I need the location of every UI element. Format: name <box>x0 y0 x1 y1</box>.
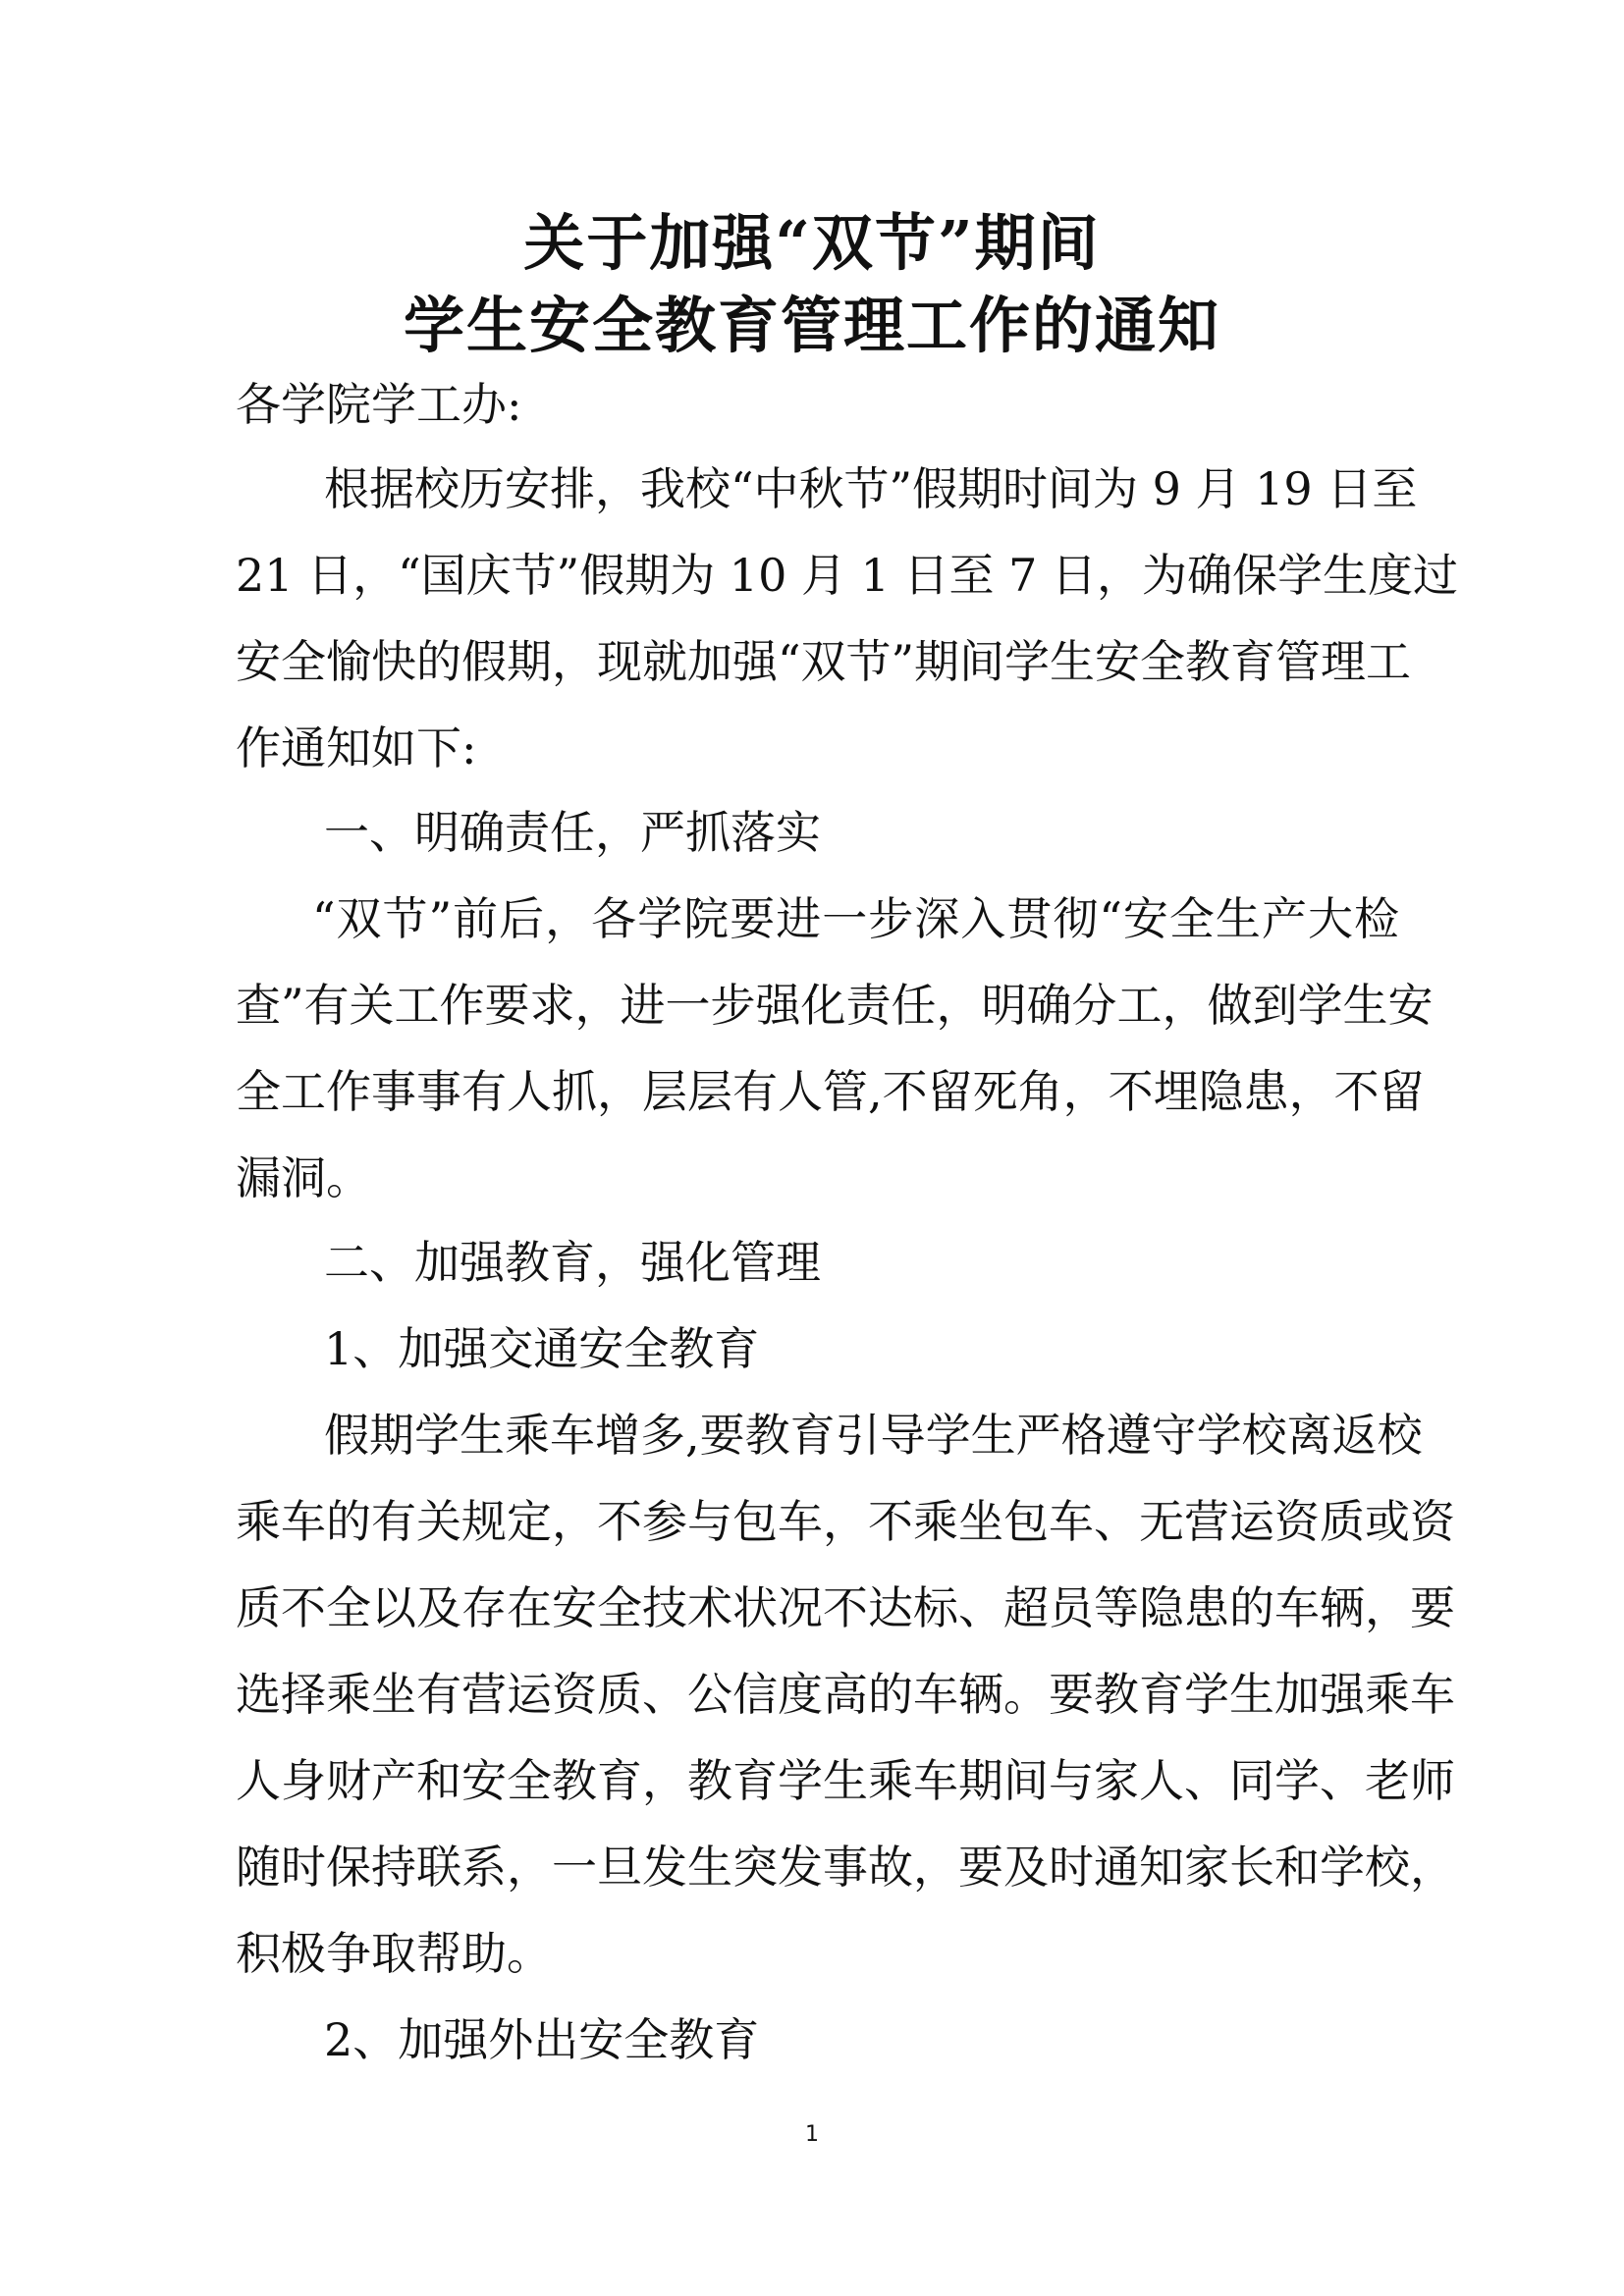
paragraph-line: 21 日，“国庆节”假期为 10 月 1 日至 7 日，为确保学生度过 <box>236 549 1458 602</box>
paragraph-line: 积极争取帮助。 <box>236 1927 552 1980</box>
paragraph-line: 根据校历安排，我校“中秋节”假期时间为 9 月 19 日至 <box>324 462 1418 515</box>
paragraph-line: 选择乘坐有营运资质、公信度高的车辆。要教育学生加强乘车 <box>236 1668 1455 1721</box>
section-heading-2: 二、加强教育，强化管理 <box>324 1236 821 1289</box>
paragraph-line: 人身财产和安全教育，教育学生乘车期间与家人、同学、老师 <box>236 1754 1455 1807</box>
paragraph-line: 查”有关工作要求，进一步强化责任，明确分工，做到学生安 <box>236 979 1434 1032</box>
document-title-line-2: 学生安全教育管理工作的通知 <box>403 290 1220 361</box>
paragraph-line: 漏洞。 <box>236 1151 371 1204</box>
paragraph-line: “双节”前后，各学院要进一步深入贯彻“安全生产大检 <box>312 892 1399 945</box>
paragraph-line: 安全愉快的假期，现就加强“双节”期间学生安全教育管理工 <box>236 635 1412 688</box>
paragraph-line: 乘车的有关规定，不参与包车，不乘坐包车、无营运资质或资 <box>236 1495 1455 1548</box>
subsection-heading-1: 1、加强交通安全教育 <box>324 1322 760 1375</box>
paragraph-line: 质不全以及存在安全技术状况不达标、超员等隐患的车辆，要 <box>236 1581 1455 1634</box>
paragraph-line: 假期学生乘车增多,要教育引导学生严格遵守学校离返校 <box>324 1409 1423 1462</box>
page-number: 1 <box>805 2122 819 2147</box>
paragraph-line: 随时保持联系，一旦发生突发事故，要及时通知家长和学校， <box>236 1841 1455 1894</box>
paragraph-line: 全工作事事有人抓，层层有人管,不留死角，不埋隐患，不留 <box>236 1065 1425 1118</box>
subsection-heading-2: 2、加强外出安全教育 <box>324 2013 760 2066</box>
paragraph-line: 作通知如下: <box>236 721 477 774</box>
document-title-line-1: 关于加强“双节”期间 <box>523 207 1101 279</box>
salutation: 各学院学工办: <box>236 378 522 431</box>
section-heading-1: 一、明确责任，严抓落实 <box>324 806 821 859</box>
